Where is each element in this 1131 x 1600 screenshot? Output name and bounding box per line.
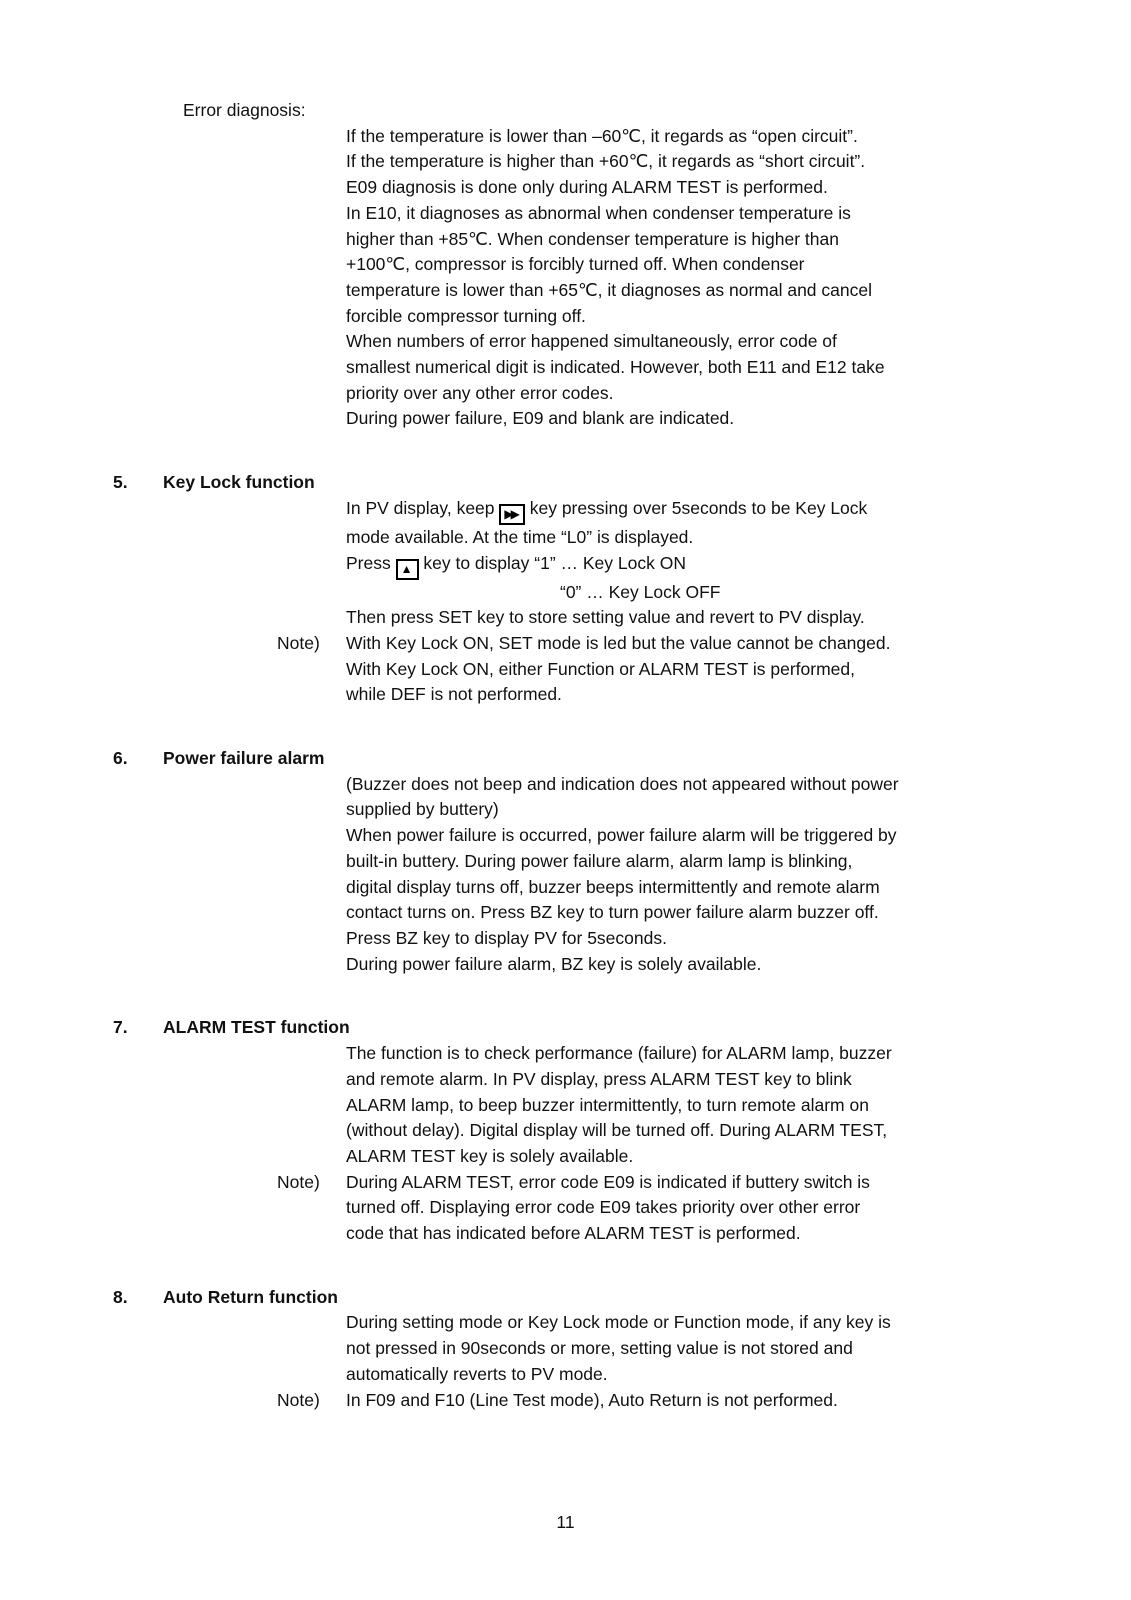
body-line: The function is to check performance (failure) for ALARM lamp, buzzer	[346, 1043, 892, 1064]
note-line: During ALARM TEST, error code E09 is indicated if buttery switch is	[346, 1171, 870, 1192]
section-number: 7.	[113, 1017, 128, 1038]
text-segment: Press	[346, 552, 391, 573]
section-title: ALARM TEST function	[163, 1017, 350, 1038]
text-segment: key pressing over 5seconds to be Key Lock	[529, 497, 868, 518]
section-title: Auto Return function	[163, 1286, 338, 1307]
note-label: Note)	[277, 1389, 320, 1410]
body-line: During setting mode or Key Lock mode or Function mode, if any key is	[346, 1312, 891, 1333]
body-line	[346, 496, 1131, 525]
section-number: 8.	[113, 1286, 128, 1307]
note-block	[277, 1170, 1131, 1247]
error-diagnosis-label: Error diagnosis:	[183, 100, 306, 120]
section-number: 6.	[113, 748, 128, 769]
note-line: With Key Lock ON, either Function or ALARM TEST is performed,	[346, 658, 855, 679]
section-body	[346, 1310, 1131, 1387]
section-heading	[113, 1285, 1131, 1311]
body-line	[346, 551, 1131, 580]
body-line: When numbers of error happened simultaneously, error code of	[346, 331, 837, 352]
body-line: contact turns on. Press BZ key to turn power failure alarm buzzer off.	[346, 902, 879, 923]
body-line: supplied by buttery)	[346, 799, 499, 820]
section-body	[346, 772, 1131, 978]
section-alarm-test	[0, 1015, 1131, 1246]
up-arrow-key-icon	[396, 559, 419, 580]
section-auto-return	[0, 1285, 1131, 1414]
body-line: “0” … Key Lock OFF	[560, 581, 721, 602]
section-number: 5.	[113, 472, 128, 493]
section-key-lock	[0, 470, 1131, 708]
icon-glyph: ▶▶	[504, 506, 517, 521]
body-line: In E10, it diagnoses as abnormal when condenser temperature is	[346, 202, 851, 223]
fast-forward-key-icon	[499, 504, 524, 525]
body-line: During power failure alarm, BZ key is solely available.	[346, 953, 762, 974]
body-line: +100℃, compressor is forcibly turned off. When condenser	[346, 254, 805, 275]
section-heading	[113, 470, 1131, 496]
text-segment: In PV display, keep	[346, 497, 495, 518]
note-line: while DEF is not performed.	[346, 684, 562, 705]
section-heading	[113, 1015, 1131, 1041]
body-line: forcible compressor turning off.	[346, 305, 586, 326]
body-line: temperature is lower than +65℃, it diagnoses as normal and cancel	[346, 279, 872, 300]
body-line: digital display turns off, buzzer beeps intermittently and remote alarm	[346, 876, 880, 897]
note-block	[277, 1388, 1131, 1414]
note-lines	[346, 1388, 1131, 1414]
icon-glyph: ▲	[400, 561, 413, 576]
section-title: Power failure alarm	[163, 748, 325, 769]
note-line: In F09 and F10 (Line Test mode), Auto Return is not performed.	[346, 1389, 838, 1410]
section-body	[346, 1041, 1131, 1170]
body-line: When power failure is occurred, power failure alarm will be triggered by	[346, 825, 897, 846]
body-line: automatically reverts to PV mode.	[346, 1363, 608, 1384]
body-line: If the temperature is higher than +60℃, it regards as “short circuit”.	[346, 151, 866, 172]
body-line: During power failure, E09 and blank are indicated.	[346, 408, 735, 429]
note-line: With Key Lock ON, SET mode is led but the value cannot be changed.	[346, 632, 891, 653]
text-segment: key to display “1” … Key Lock ON	[423, 552, 686, 573]
body-line: Press BZ key to display PV for 5seconds.	[346, 927, 667, 948]
body-line: ALARM lamp, to beep buzzer intermittently, to turn remote alarm on	[346, 1094, 869, 1115]
error-diagnosis-body	[346, 124, 1131, 432]
section-power-failure	[0, 746, 1131, 977]
note-line: code that has indicated before ALARM TEST is performed.	[346, 1223, 801, 1244]
body-line: higher than +85℃. When condenser temperature is higher than	[346, 228, 839, 249]
body-line: (Buzzer does not beep and indication does not appeared without power	[346, 773, 899, 794]
note-block	[277, 631, 1131, 708]
section-title: Key Lock function	[163, 472, 315, 493]
body-line: not pressed in 90seconds or more, setting value is not stored and	[346, 1338, 853, 1359]
body-line: ALARM TEST key is solely available.	[346, 1145, 634, 1166]
body-line: built-in buttery. During power failure alarm, alarm lamp is blinking,	[346, 850, 853, 871]
body-line: Then press SET key to store setting value and revert to PV display.	[346, 607, 865, 628]
section-body	[346, 496, 1131, 631]
section-heading	[113, 746, 1131, 772]
body-line: mode available. At the time “L0” is displayed.	[346, 526, 694, 547]
body-line: priority over any other error codes.	[346, 382, 614, 403]
page-number: 11	[556, 1512, 575, 1532]
note-lines	[346, 631, 1131, 708]
note-label: Note)	[277, 1171, 320, 1192]
body-line: E09 diagnosis is done only during ALARM TEST is performed.	[346, 177, 828, 198]
body-line: smallest numerical digit is indicated. However, both E11 and E12 take	[346, 357, 885, 378]
note-line: turned off. Displaying error code E09 takes priority over other error	[346, 1197, 861, 1218]
body-line: and remote alarm. In PV display, press ALARM TEST key to blink	[346, 1068, 852, 1089]
body-line: (without delay). Digital display will be turned off. During ALARM TEST,	[346, 1120, 888, 1141]
body-line: If the temperature is lower than –60℃, it regards as “open circuit”.	[346, 125, 858, 146]
note-lines	[346, 1170, 1131, 1247]
note-label: Note)	[277, 632, 320, 653]
